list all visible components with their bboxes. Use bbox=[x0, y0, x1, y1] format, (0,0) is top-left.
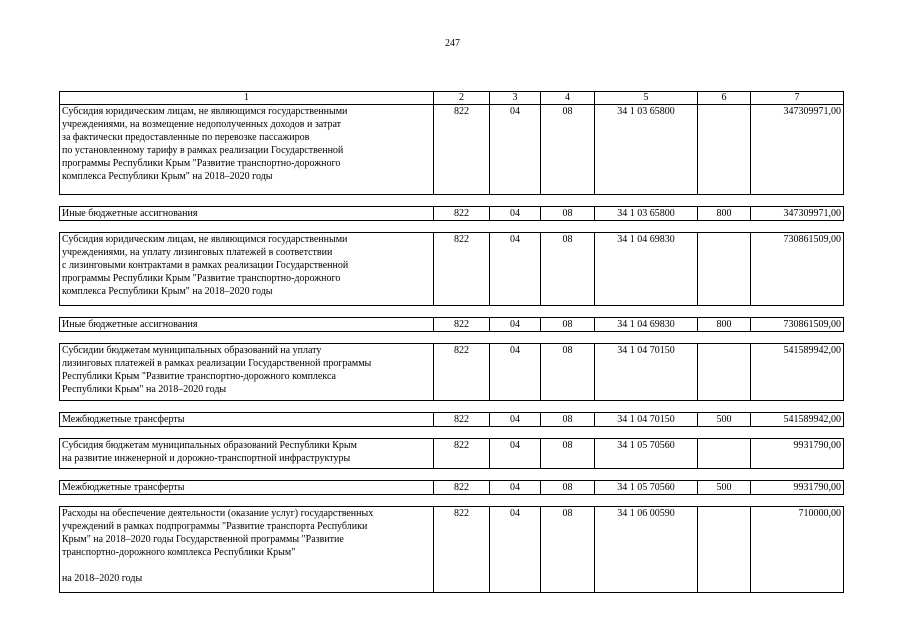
header-col-3: 3 bbox=[490, 92, 541, 105]
ministry-code: 822 bbox=[434, 439, 490, 469]
subsection-code: 08 bbox=[541, 207, 595, 221]
page-number: 247 bbox=[445, 38, 460, 49]
header-col-1: 1 bbox=[60, 92, 434, 105]
header-col-5: 5 bbox=[595, 92, 698, 105]
table-row bbox=[60, 344, 844, 401]
row-separator bbox=[60, 469, 844, 481]
subsection-code: 08 bbox=[541, 344, 595, 401]
expense-name: Иные бюджетные ассигнования bbox=[60, 207, 434, 221]
ministry-code: 822 bbox=[434, 344, 490, 401]
table-row bbox=[60, 507, 844, 593]
ministry-code: 822 bbox=[434, 318, 490, 332]
row-separator bbox=[60, 306, 844, 318]
target-article-code: 34 1 05 70560 bbox=[595, 439, 698, 469]
target-article-code: 34 1 04 69830 bbox=[595, 318, 698, 332]
table-row bbox=[60, 481, 844, 495]
subsection-code: 08 bbox=[541, 481, 595, 495]
subsection-code: 08 bbox=[541, 413, 595, 427]
subsection-code: 08 bbox=[541, 439, 595, 469]
table-header-row bbox=[60, 92, 844, 105]
row-separator bbox=[60, 195, 844, 207]
target-article-code: 34 1 06 00590 bbox=[595, 507, 698, 593]
ministry-code: 822 bbox=[434, 481, 490, 495]
table-row bbox=[60, 439, 844, 469]
ministry-code: 822 bbox=[434, 233, 490, 306]
amount: 730861509,00 bbox=[751, 233, 844, 306]
ministry-code: 822 bbox=[434, 105, 490, 195]
section-code: 04 bbox=[490, 439, 541, 469]
row-separator bbox=[60, 495, 844, 507]
target-article-code: 34 1 03 65800 bbox=[595, 207, 698, 221]
expense-type-code bbox=[698, 233, 751, 306]
subsection-code: 08 bbox=[541, 507, 595, 593]
amount: 9931790,00 bbox=[751, 481, 844, 495]
header-col-2: 2 bbox=[434, 92, 490, 105]
section-code: 04 bbox=[490, 344, 541, 401]
table-row bbox=[60, 413, 844, 427]
expense-type-code bbox=[698, 439, 751, 469]
expense-name: Субсидии бюджетам муниципальных образований на уплату лизинговых платежей в рамках реализации Государственной программы Республики Крым "Развитие транспортно-дорожного комплекса Республики Крым" на 2018–2020 годы bbox=[60, 344, 434, 401]
table-row bbox=[60, 318, 844, 332]
expense-name: Межбюджетные трансферты bbox=[60, 481, 434, 495]
subsection-code: 08 bbox=[541, 233, 595, 306]
target-article-code: 34 1 03 65800 bbox=[595, 105, 698, 195]
section-code: 04 bbox=[490, 105, 541, 195]
amount: 9931790,00 bbox=[751, 439, 844, 469]
table-row bbox=[60, 207, 844, 221]
expense-type-code bbox=[698, 507, 751, 593]
table-row bbox=[60, 233, 844, 306]
expense-name: Межбюджетные трансферты bbox=[60, 413, 434, 427]
subsection-code: 08 bbox=[541, 105, 595, 195]
amount: 541589942,00 bbox=[751, 344, 844, 401]
amount: 347309971,00 bbox=[751, 105, 844, 195]
target-article-code: 34 1 04 69830 bbox=[595, 233, 698, 306]
row-separator bbox=[60, 332, 844, 344]
row-separator bbox=[60, 221, 844, 233]
expense-name: Субсидия юридическим лицам, не являющимся государственными учреждениями, на уплату лизинговых платежей в соответствии с лизинговыми контрактами в рамках реализации Государственной программы Республики Крым "Развитие транспортно-дорожного комплекса Республики Крым" на 2018–2020 годы bbox=[60, 233, 434, 306]
ministry-code: 822 bbox=[434, 507, 490, 593]
row-separator bbox=[60, 401, 844, 413]
section-code: 04 bbox=[490, 207, 541, 221]
expense-name: Субсидия бюджетам муниципальных образований Республики Крым на развитие инженерной и дорожно-транспортной инфраструктуры bbox=[60, 439, 434, 469]
target-article-code: 34 1 04 70150 bbox=[595, 344, 698, 401]
expense-type-code bbox=[698, 344, 751, 401]
subsection-code: 08 bbox=[541, 318, 595, 332]
amount: 541589942,00 bbox=[751, 413, 844, 427]
expense-type-code: 500 bbox=[698, 413, 751, 427]
expense-name: Иные бюджетные ассигнования bbox=[60, 318, 434, 332]
amount: 347309971,00 bbox=[751, 207, 844, 221]
header-col-7: 7 bbox=[751, 92, 844, 105]
expense-type-code bbox=[698, 105, 751, 195]
ministry-code: 822 bbox=[434, 207, 490, 221]
ministry-code: 822 bbox=[434, 413, 490, 427]
expense-type-code: 800 bbox=[698, 318, 751, 332]
target-article-code: 34 1 04 70150 bbox=[595, 413, 698, 427]
row-separator bbox=[60, 427, 844, 439]
section-code: 04 bbox=[490, 413, 541, 427]
header-col-6: 6 bbox=[698, 92, 751, 105]
expense-name: Расходы на обеспечение деятельности (оказание услуг) государственных учреждений в рамках подпрограммы "Развитие транспорта Республики Крым" на 2018–2020 годы Государственной программы "Развитие транспортно-дорожного комплекса Республики Крым" на 2018–2020 годы bbox=[60, 507, 434, 593]
section-code: 04 bbox=[490, 481, 541, 495]
budget-table bbox=[59, 91, 844, 593]
expense-name: Субсидия юридическим лицам, не являющимся государственными учреждениями, на возмещение недополученных доходов и затрат за фактически предоставленные по перевозке пассажиров по установленному тарифу в рамках реализации Государственной программы Республики Крым "Развитие транспортно-дорожного комплекса Республики Крым" на 2018–2020 годы bbox=[60, 105, 434, 195]
target-article-code: 34 1 05 70560 bbox=[595, 481, 698, 495]
expense-type-code: 800 bbox=[698, 207, 751, 221]
section-code: 04 bbox=[490, 233, 541, 306]
header-col-4: 4 bbox=[541, 92, 595, 105]
table-row bbox=[60, 105, 844, 195]
section-code: 04 bbox=[490, 507, 541, 593]
amount: 710000,00 bbox=[751, 507, 844, 593]
amount: 730861509,00 bbox=[751, 318, 844, 332]
section-code: 04 bbox=[490, 318, 541, 332]
expense-type-code: 500 bbox=[698, 481, 751, 495]
